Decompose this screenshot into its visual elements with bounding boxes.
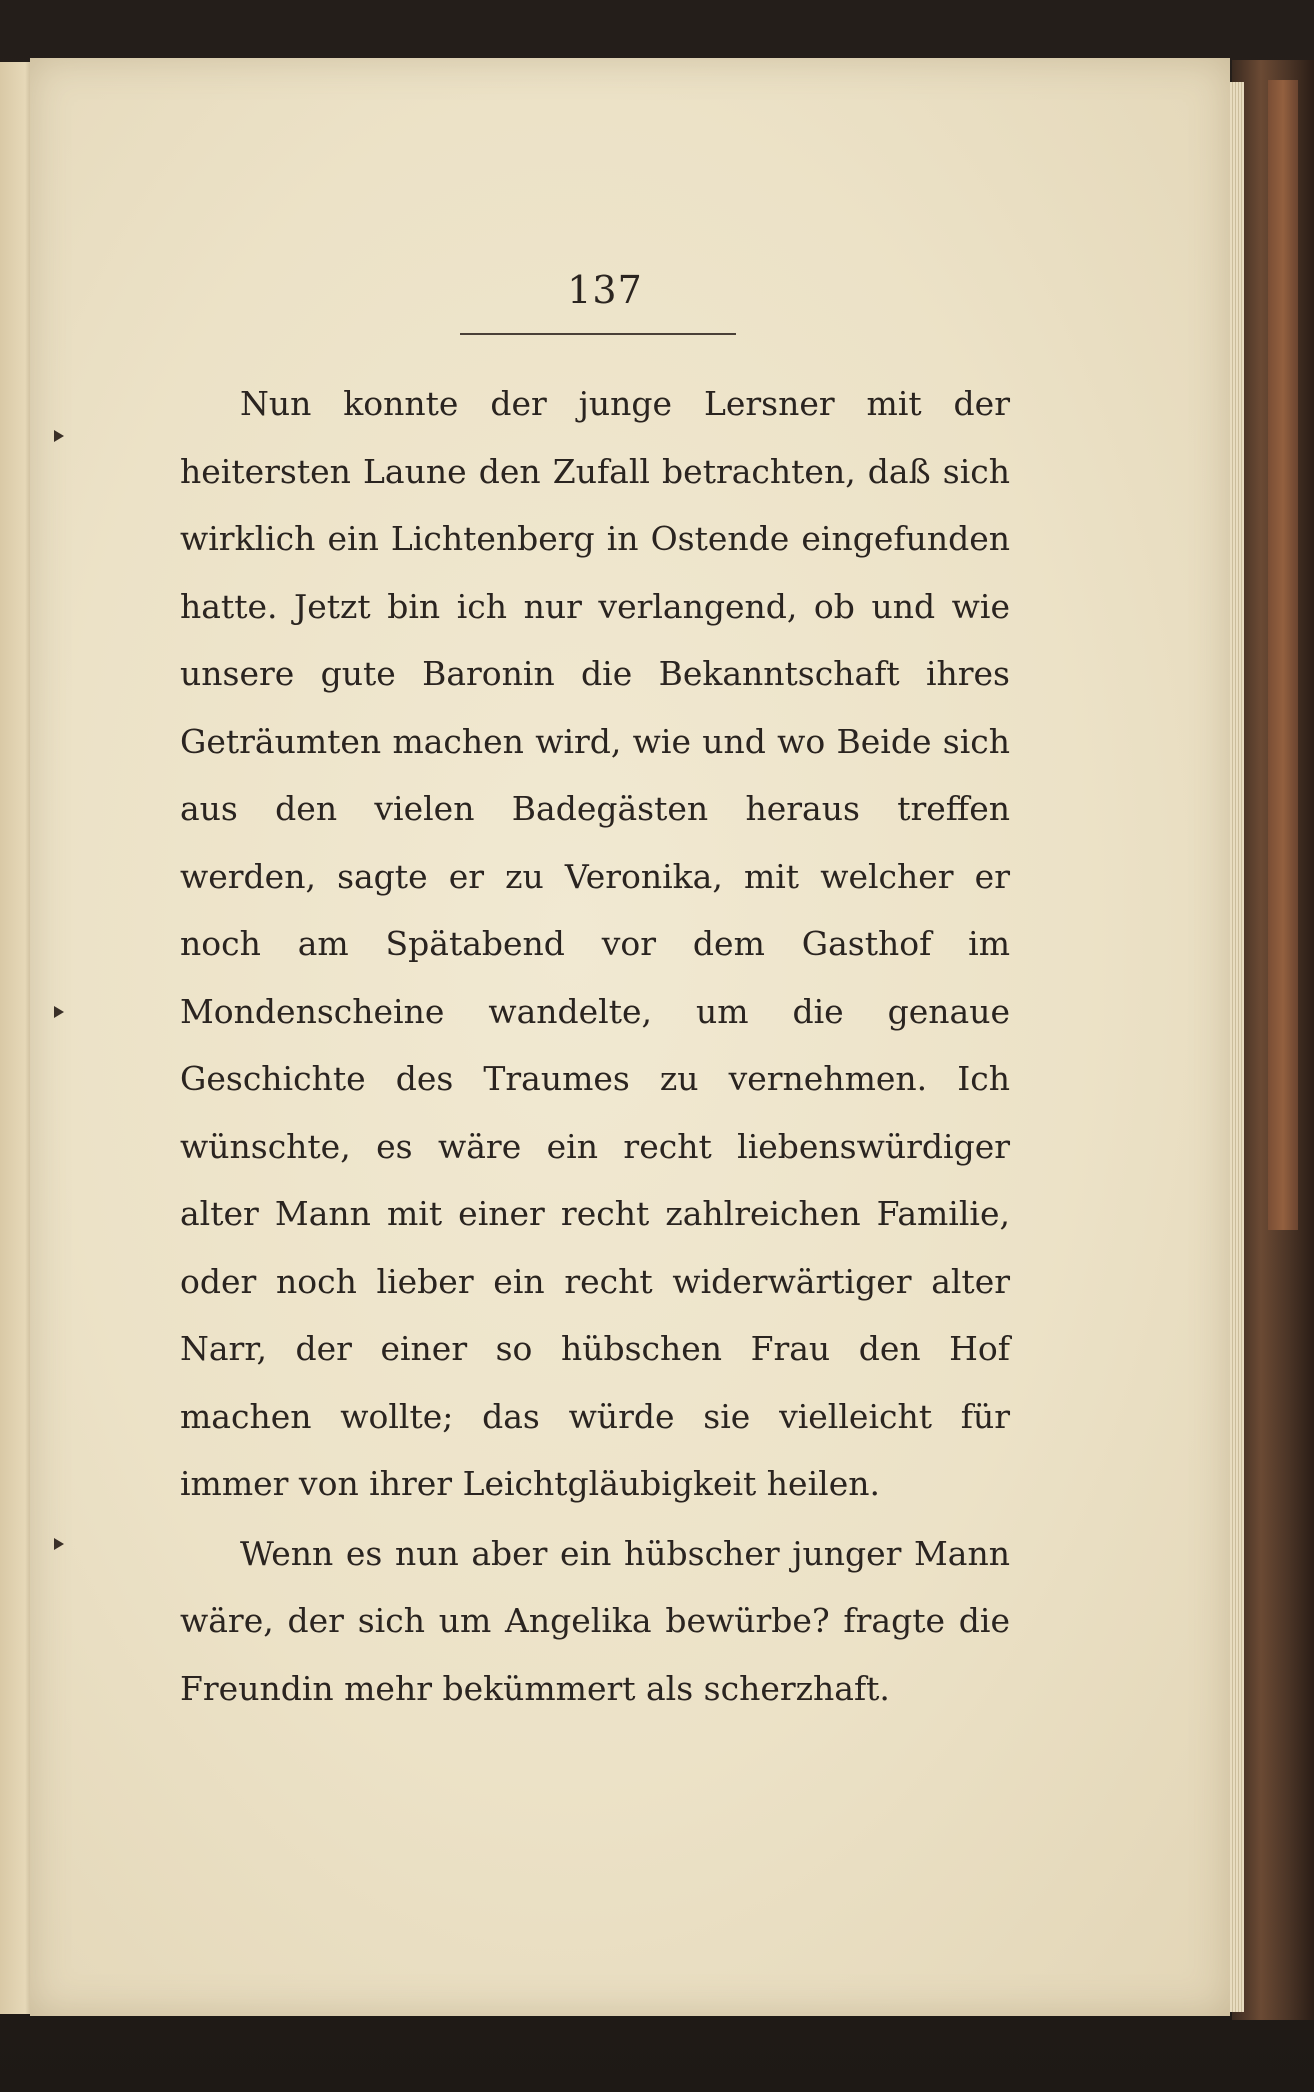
book-cover-leather bbox=[1268, 80, 1298, 1230]
gutter-mark bbox=[54, 1006, 64, 1018]
body-text bbox=[180, 370, 1010, 1722]
gutter-mark bbox=[54, 430, 64, 442]
page-number: 137 bbox=[567, 268, 643, 312]
paragraph: Nun konnte der junge Lersner mit der heitersten Laune den Zufall betrachten, daß sich wirklich ein Lichtenberg in Ostende eingefunden hatte. Jetzt bin ich nur verlangend, ob und wie unsere gute Baronin die Bekanntschaft ihres Geträumten machen wird, wie und wo Beide sich aus den vielen Badegästen heraus treffen werden, sagte er zu Veronika, mit welcher er noch am Spätabend vor dem Gasthof im Mondenscheine wandelte, um die genaue Geschichte des Traumes zu vernehmen. Ich wünschte, es wäre ein recht liebenswürdiger alter Mann mit einer recht zahlreichen Familie, oder noch lieber ein recht widerwärtiger alter Narr, der einer so hübschen Frau den Hof machen wollte; das würde sie vielleicht für immer von ihrer Leichtgläubigkeit heilen. bbox=[180, 384, 1010, 1503]
gutter-mark bbox=[54, 1538, 64, 1550]
header-rule bbox=[460, 333, 736, 335]
paragraph: Wenn es nun aber ein hübscher junger Mann wäre, der sich um Angelika bewürbe? fragte die Freundin mehr bekümmert als scherzhaft. bbox=[180, 1533, 1010, 1708]
